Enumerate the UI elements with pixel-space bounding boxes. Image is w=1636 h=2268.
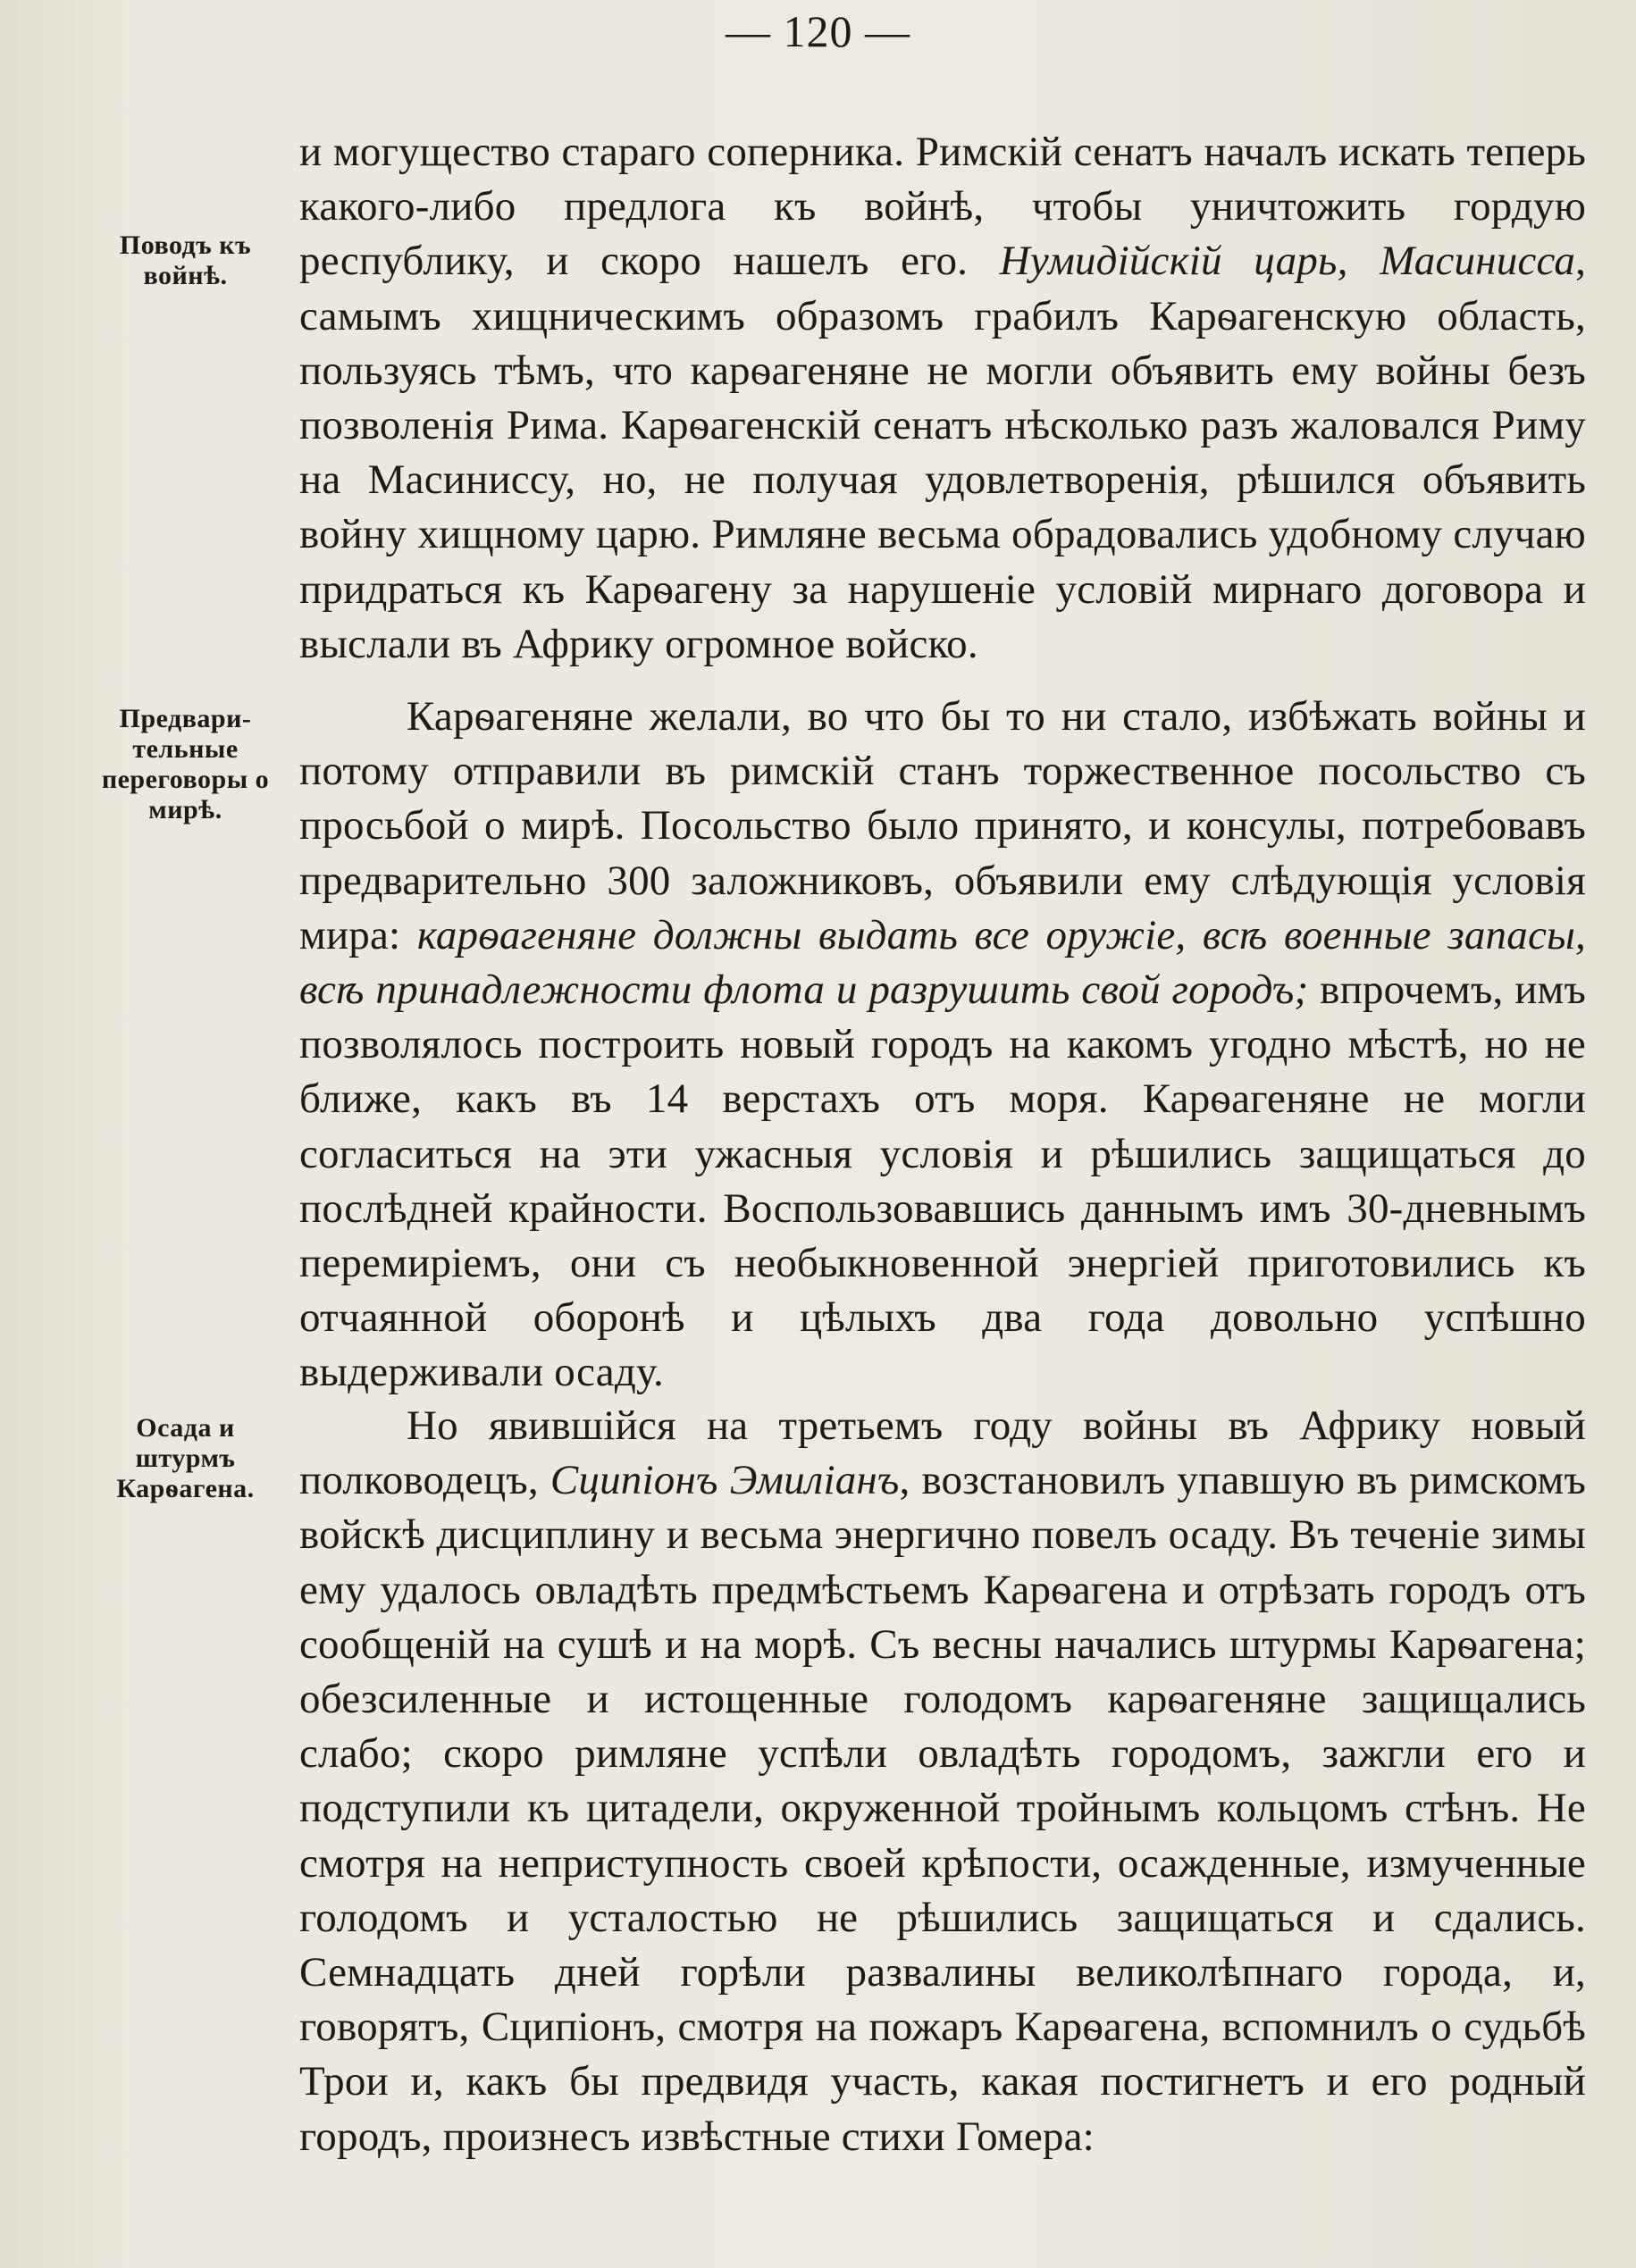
paragraph-1 [299,125,1586,672]
paragraph-3 [299,1399,1586,2164]
paragraph-2 [299,690,1586,1401]
p2-italic-peace-terms: карѳагеняне должны выдать все оружіе, всѣ военные запасы, всѣ принадлежности флота и разрушить свой городъ; [299,911,1586,1014]
p3-italic-scipio: Сципіонъ Эмиліанъ [550,1457,900,1504]
p1-text-c: , самымъ хищническимъ образомъ грабилъ Карѳагенскую область, пользуясь тѣмъ, что карѳагеняне не могли объявить ему войны безъ позволенія Рима. Карѳагенскій сенатъ нѣсколько разъ жаловался Риму на Масиниссу, но, не получая удовлетворенія, рѣшился объявить войну хищному царю. Римляне весьма обрадовались удобному случаю придраться къ Карѳагену за нарушеніе условій мирнаго договора и выслали въ Африку огромное войско. [299,238,1587,667]
margin-note-peace-negotiations: Предвари- тельные переговоры о мирѣ. [101,704,270,824]
p1-italic-numidian-king: Нумидійскій царь, Масинисса [999,238,1576,285]
p2-text-a: Карѳагеняне желали, во что бы то ни стало, избѣжать войны и потому отправили въ римскій станъ торжественное посольство съ просьбой о мирѣ. Посольство было принято, и консулы, потребовавъ предварительно 300 заложниковъ, объявили ему слѣдующія условія мира: [299,693,1586,958]
p3-text-c: , возстановилъ упавшую въ римскомъ войскѣ дисциплину и весьма энергично повелъ осаду. Въ теченіе зимы ему удалось овладѣть предмѣстьемъ Карѳагена и отрѣзать городъ отъ сообщеній на сушѣ и на морѣ. Съ весны начались штурмы Карѳагена; обезсиленные и истощенные голодомъ карѳагеняне защищались слабо; скоро римляне успѣли овладѣть городомъ, зажгли его и подступили къ цитадели, окруженной тройнымъ кольцомъ стѣнъ. Не смотря на неприступность своей крѣпости, осажденные, измученные голодомъ и усталостью не рѣшились защищаться и сдались. Семнадцать дней горѣли развалины великолѣпнаго города, и, говорятъ, Сципіонъ, смотря на пожаръ Карѳагена, вспомнилъ о судьбѣ Трои и, какъ бы предвидя участь, какая постигнетъ и его родный городъ, произнесъ извѣстные стихи Гомера: [299,1457,1587,2160]
page-number: — 120 — [726,6,910,56]
margin-note-siege-of-carthage: Осада и штурмъ Карѳагена. [116,1413,255,1503]
p1-text-a: и могущество стараго соперника. Римскій сенатъ началъ искать теперь какого-либо предлога къ войнѣ, чтобы уничтожить гордую республику, и скоро нашелъ его. [299,129,1586,285]
p3-text-a: Но явившійся на третьемъ году войны въ Африку новый полководецъ, [299,1402,1586,1504]
margin-note-pretext-for-war: Поводъ къ войнѣ. [119,230,252,290]
p2-text-c: впрочемъ, имъ позволялось построить новый городъ на какомъ угодно мѣстѣ, но не ближе, какъ въ 14 верстахъ отъ моря. Карѳагеняне не могли согласиться на эти ужасныя условія и рѣшились защищаться до послѣдней крайности. Воспользовавшись даннымъ имъ 30-дневнымъ перемиріемъ, они съ необыкновенной энергіей приготовились къ отчаянной оборонѣ и цѣлыхъ два года довольно успѣшно выдерживали осаду. [299,967,1587,1396]
